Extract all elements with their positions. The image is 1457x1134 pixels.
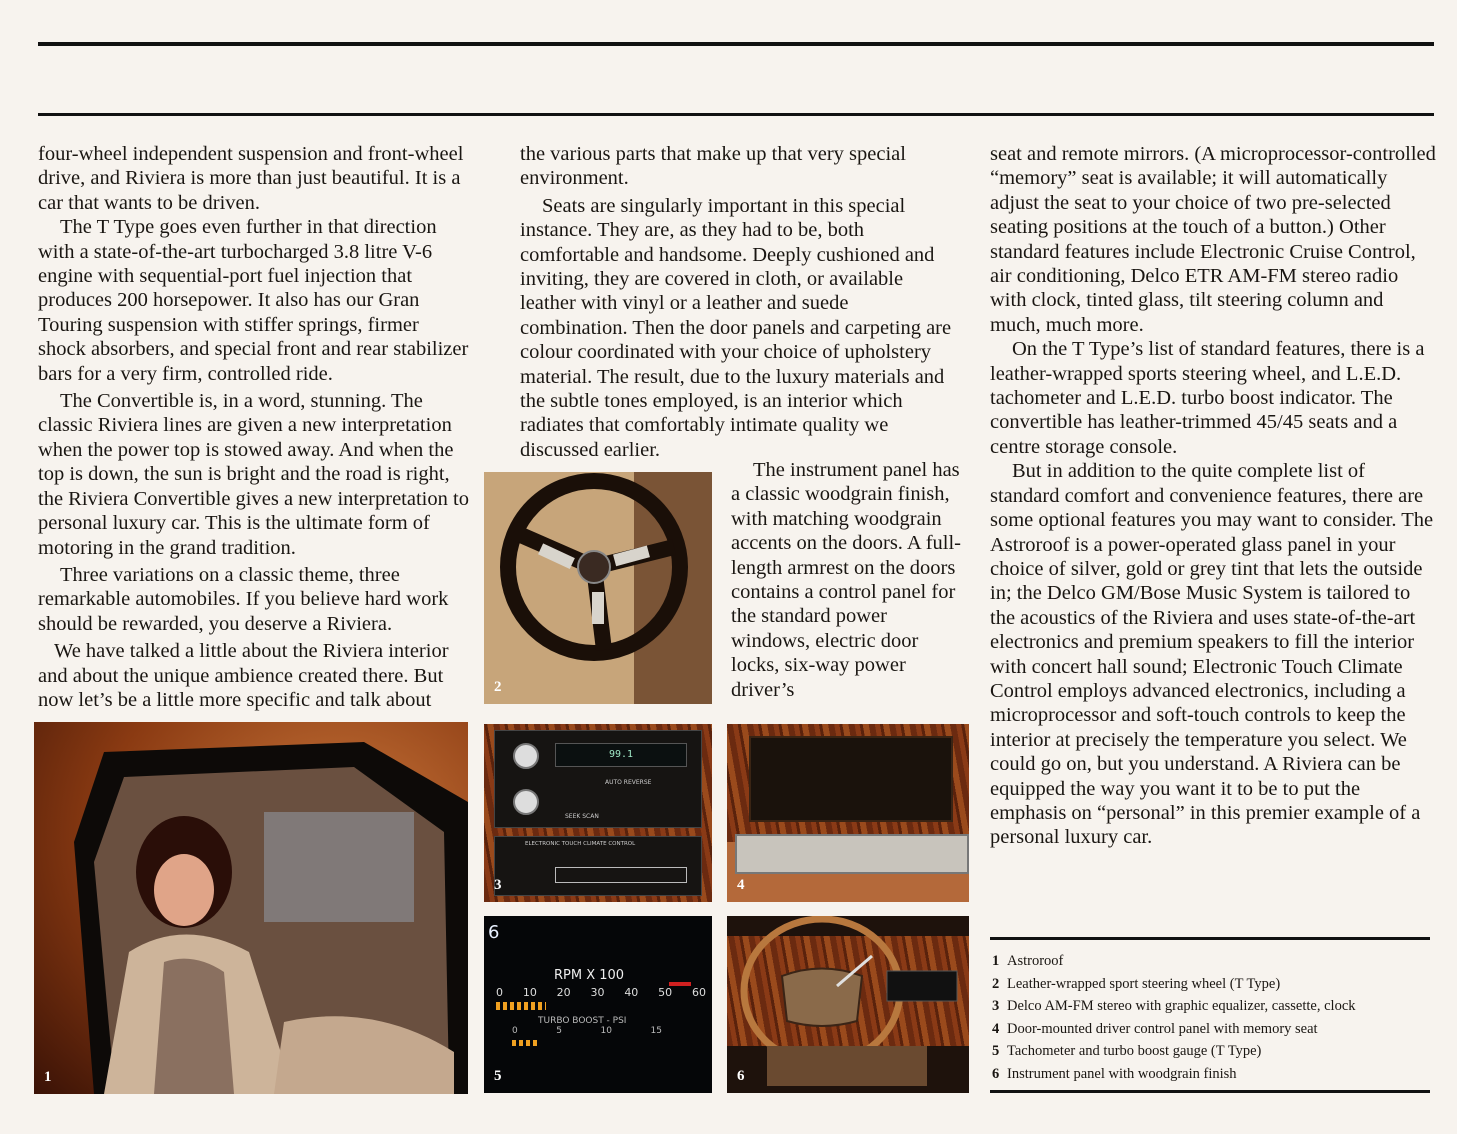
rpm-led-bar	[496, 1002, 546, 1010]
paragraph: Seats are singularly important in this special instance. They are, as they had to be, both comfortable and handsome. Deeply cushioned and inviting, they are covered in cloth, or available leather with vinyl or a leather and suede combination. Then the door panels and carpeting are colour coordinated with your choice of upholstery material. The result, due to the luxury materials and the subtle tones employed, is an interior which radiates that comfortably intimate quality we discussed earlier.	[520, 194, 952, 461]
paragraph: But in addition to the quite complete list of standard comfort and convenience features, there are some optional features you may want to consider. The Astroroof is a power-operated glass panel in your choice of silver, gold or grey tint that lets the outside in; the Delco GM/Bose Music System is tailored to the acoustics of the Riviera and uses state-of-the-art electronics and premium speakers to fill the interior with concert hall sound; Electronic Touch Climate Control employs advanced electronics, including a microprocessor and soft-touch controls to keep the interior at precisely the temperature you select. We could go on, but you understand. A Riviera can be equipped the way you want it to be to put the emphasis on “personal” in this premier example of a personal luxury car.	[990, 460, 1434, 849]
photo-number: 3	[494, 877, 502, 893]
photo-steering-wheel	[484, 472, 712, 704]
climate-buttons	[555, 867, 687, 883]
photo-stereo	[484, 724, 712, 902]
rpm-tick: 50	[658, 986, 673, 999]
rpm-tick: 10	[522, 986, 537, 999]
photo-number: 1	[44, 1069, 52, 1085]
turbo-tick: 10	[600, 1026, 612, 1036]
caption-number: 6	[992, 1065, 1000, 1082]
paragraph: Three variations on a classic theme, three remarkable automobiles. If you believe hard work should be rewarded, you deserve a Riviera.	[38, 563, 449, 635]
dash-illustration	[727, 916, 969, 1093]
photo-tachometer	[484, 916, 712, 1093]
rpm-tick: 20	[556, 986, 571, 999]
turbo-tick: 15	[650, 1026, 662, 1036]
rpm-ticks	[496, 986, 706, 999]
astroroof-illustration	[34, 722, 468, 1094]
middle-column	[520, 142, 952, 462]
speaker-grille	[749, 736, 953, 822]
caption-text: Delco AM-FM stereo with graphic equalizer, cassette, clock	[1007, 998, 1356, 1015]
caption-text: Astroroof	[1007, 953, 1064, 969]
rpm-tick: 60	[691, 986, 706, 999]
caption-item	[992, 1040, 1432, 1063]
caption-number: 5	[992, 1043, 1000, 1060]
caption-number: 4	[992, 1020, 1000, 1037]
caption-text: Door-mounted driver control panel with memory seat	[1007, 1020, 1318, 1037]
paragraph: The Convertible is, in a word, stunning. The classic Riviera lines are given a new interpretation when the power top is stowed away. And when the top is down, the sun is bright and the road is right, the Riviera Convertible gives a new interpretation to personal luxury car. This is the ultimate form of motoring in the grand tradition.	[38, 390, 469, 559]
caption-item	[992, 973, 1432, 996]
caption-item	[992, 1063, 1432, 1086]
control-strip	[735, 834, 969, 874]
caption-item	[992, 950, 1432, 973]
caption-text: Tachometer and turbo boost gauge (T Type)	[1007, 1043, 1262, 1060]
climate-panel	[494, 836, 702, 896]
paragraph: We have talked a little about the Riviera interior and about the unique ambience created there. But now let’s be a little more specific and talk about	[38, 640, 449, 711]
radio-knob	[513, 789, 539, 815]
caption-text: Instrument panel with woodgrain finish	[1007, 1065, 1237, 1082]
rpm-tick: 30	[590, 986, 605, 999]
caption-list	[992, 950, 1432, 1086]
turbo-tick: 0	[512, 1026, 518, 1036]
photo-instrument-panel	[727, 916, 969, 1093]
seek-label: SEEK SCAN	[565, 813, 599, 820]
photo-number: 5	[494, 1068, 502, 1084]
rpm-tick: 40	[624, 986, 639, 999]
photo-astroroof	[34, 722, 468, 1094]
turbo-led-bar	[512, 1040, 540, 1046]
paragraph: The instrument panel has a classic woodgrain finish, with matching woodgrain accents on the doors. A full-length armrest on the doors contains a control panel for the standard power windows, electric door locks, six-way power driver’s	[731, 459, 962, 701]
top-rule	[38, 42, 1434, 46]
rpm-tick: 0	[496, 986, 503, 999]
turbo-ticks	[512, 1026, 662, 1036]
middle-side-column	[731, 458, 961, 702]
caption-item	[992, 1018, 1432, 1041]
photo-door-panel	[727, 724, 969, 902]
rpm-redline	[669, 982, 691, 986]
paragraph: On the T Type’s list of standard features, there is a leather-wrapped sports steering wheel, and L.E.D. tachometer and L.E.D. turbo boost indicator. The convertible has leather-trimmed 45/45 seats and a centre storage console.	[990, 338, 1425, 458]
caption-number: 3	[992, 998, 1000, 1015]
photo-number: 6	[737, 1068, 745, 1084]
rpm-label: RPM X 100	[554, 968, 625, 983]
second-rule	[38, 113, 1434, 116]
caption-bottom-rule	[990, 1090, 1430, 1093]
climate-label: ELECTRONIC TOUCH CLIMATE CONTROL	[525, 841, 636, 847]
caption-text: Leather-wrapped sport steering wheel (T Type)	[1007, 975, 1281, 992]
caption-item	[992, 995, 1432, 1018]
right-column	[990, 142, 1436, 850]
paragraph: four-wheel independent suspension and front-wheel drive, and Riviera is more than just beautiful. It is a car that wants to be driven.	[38, 143, 464, 214]
auto-reverse-label: AUTO REVERSE	[605, 779, 652, 786]
caption-top-rule	[990, 937, 1430, 940]
photo-number: 4	[737, 877, 745, 893]
radio-faceplate	[494, 730, 702, 828]
turbo-tick: 5	[556, 1026, 562, 1036]
turbo-label: TURBO BOOST - PSI	[538, 1016, 627, 1026]
gear-indicator: 6	[488, 922, 500, 943]
left-column	[38, 142, 470, 712]
paragraph: seat and remote mirrors. (A microprocessor-controlled “memory” seat is available; it will automatically adjust the seat to your choice of two pre-selected seating positions at the touch of a button.) Other standard features include Electronic Cruise Control, air conditioning, Delco ETR AM-FM stereo radio with clock, tinted glass, tilt steering column and much, much more.	[990, 143, 1436, 336]
paragraph: The T Type goes even further in that direction with a state-of-the-art turbocharged 3.8 litre V-6 engine with sequential-port fuel injection that produces 200 horsepower. It also has our Gran Touring suspension with stiffer springs, firmer shock absorbers, and special front and rear stabilizer bars for a very firm, controlled ride.	[38, 216, 469, 385]
caption-number: 1	[992, 953, 1000, 969]
photo-number: 2	[494, 679, 502, 695]
paragraph: the various parts that make up that very special environment.	[520, 143, 906, 190]
radio-knob	[513, 743, 539, 769]
steering-wheel-illustration	[484, 472, 712, 704]
radio-display: 99.1	[555, 743, 687, 767]
caption-number: 2	[992, 975, 1000, 992]
